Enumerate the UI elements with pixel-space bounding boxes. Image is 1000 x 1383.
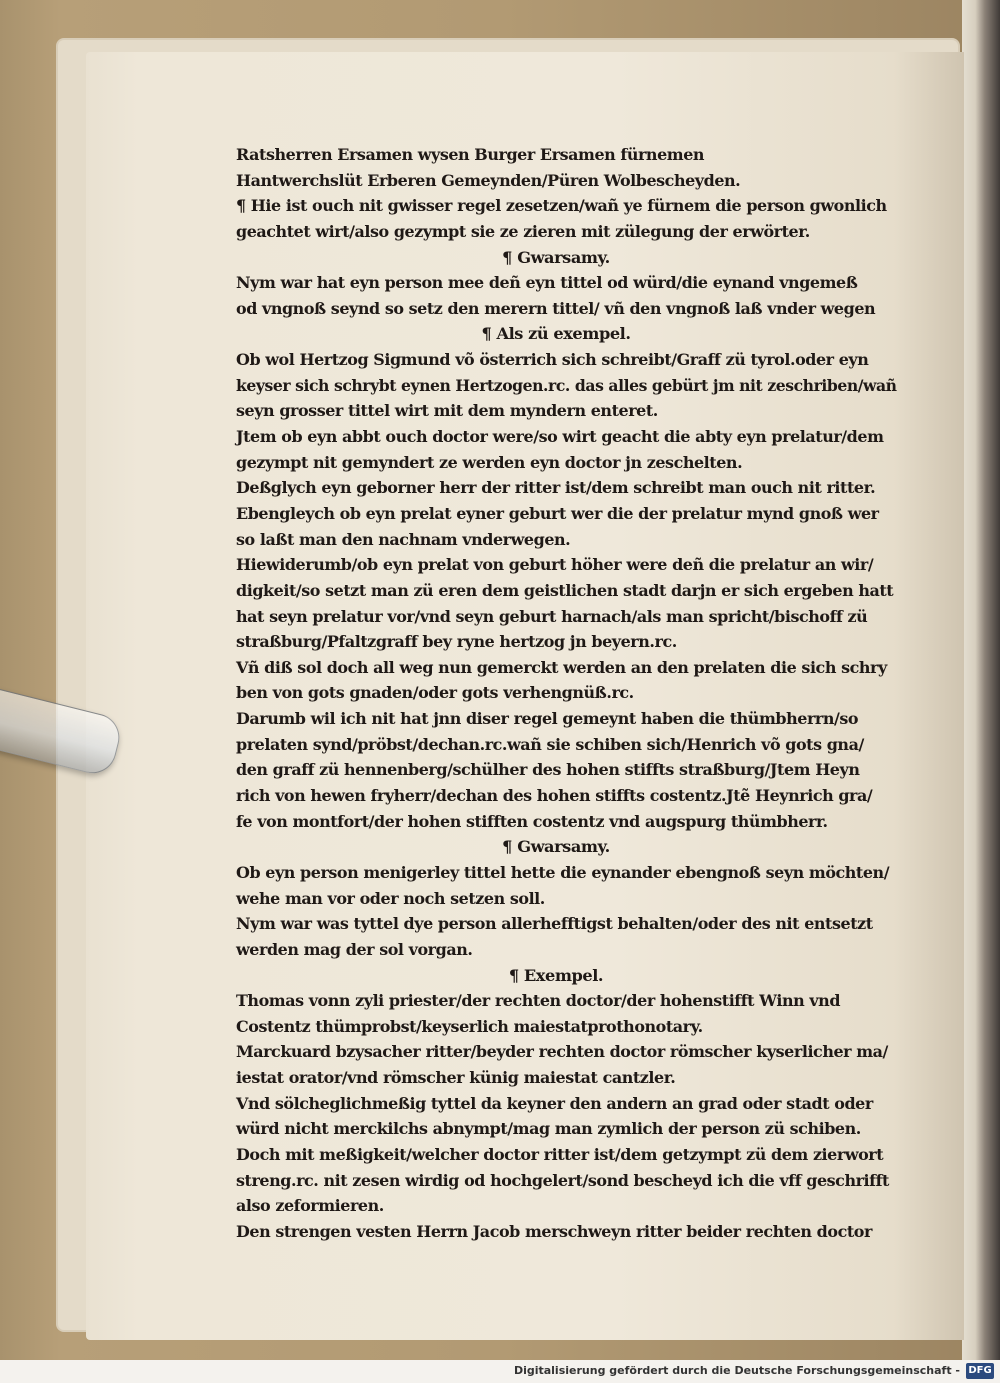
page-text bbox=[236, 142, 906, 1245]
text-line: hat seyn prelatur vor/vnd seyn geburt harnach/als man spricht/bischoff zü bbox=[236, 606, 868, 626]
text-line: den graff zü hennenberg/schülher des hohen stiffts straßburg/Jtem Heyn bbox=[236, 760, 860, 780]
section-heading: ¶ Als zü exempel. bbox=[481, 324, 631, 344]
text-line: wehe man vor oder noch setzen soll. bbox=[236, 888, 545, 908]
text-line: werden mag der sol vorgan. bbox=[236, 939, 473, 959]
text-line: also zeformieren. bbox=[236, 1196, 384, 1216]
text-line: Ob wol Hertzog Sigmund võ österrich sich schreibt/Graff zü tyrol.oder eyn bbox=[236, 350, 869, 370]
text-line: fe von montfort/der hohen stifften costentz vnd augspurg thümbherr. bbox=[236, 811, 828, 831]
text-line: ¶ Hie ist ouch nit gwisser regel zesetzen/wañ ye fürnem die person gwonlich bbox=[236, 196, 887, 216]
text-line: Ebengleych ob eyn prelat eyner geburt wer die der prelatur mynd gnoß wer bbox=[236, 503, 879, 523]
text-line: seyn grosser tittel wirt mit dem myndern enteret. bbox=[236, 401, 658, 421]
text-line: ben von gots gnaden/oder gots verhengnüß.rc. bbox=[236, 683, 634, 703]
text-line: gezympt nit gemyndert ze werden eyn doctor jn zeschelten. bbox=[236, 452, 743, 472]
text-line: Ratsherren Ersamen wysen Burger Ersamen fürnemen bbox=[236, 145, 705, 164]
text-line: geachtet wirt/also gezympt sie ze zieren mit zülegung der erwörter. bbox=[236, 221, 810, 241]
text-line: würd nicht merckilchs abnympt/mag man zymlich der person zü schiben. bbox=[236, 1119, 861, 1139]
text-line: od vngnoß seynd so setz den merern tittel/ vñ den vngnoß laß vnder wegen bbox=[236, 298, 876, 318]
text-line: streng.rc. nit zesen wirdig od hochgelert/sond bescheyd ich die vff geschrifft bbox=[236, 1170, 889, 1190]
text-line: rich von hewen fryherr/dechan des hohen stiffts costentz.Jtẽ Heynrich gra/ bbox=[236, 786, 873, 806]
text-line: Ob eyn person menigerley tittel hette die eynander ebengnoß seyn möchten/ bbox=[236, 862, 890, 882]
text-line: Deßglych eyn geborner herr der ritter ist/dem schreibt man ouch nit ritter. bbox=[236, 478, 876, 498]
section-heading: ¶ Exempel. bbox=[508, 965, 604, 985]
text-line: Doch mit meßigkeit/welcher doctor ritter ist/dem getzympt zü dem zierwort bbox=[236, 1144, 884, 1164]
text-line: prelaten synd/pröbst/dechan.rc.wañ sie schiben sich/Henrich võ gots gna/ bbox=[236, 734, 864, 754]
text-line: digkeit/so setzt man zü eren dem geistlichen stadt darjn er sich ergeben hatt bbox=[236, 580, 894, 600]
text-line: Vnd sölcheglichmeßig tyttel da keyner den andern an grad oder stadt oder bbox=[236, 1093, 873, 1113]
funding-credit: Digitalisierung gefördert durch die Deutsche Forschungsgemeinschaft - bbox=[513, 1364, 960, 1377]
text-line: Vñ diß sol doch all weg nun gemerckt werden an den prelaten die sich schry bbox=[236, 657, 887, 677]
text-line: Marckuard bzysacher ritter/beyder rechten doctor römscher kyserlicher ma/ bbox=[236, 1042, 888, 1062]
text-line: straßburg/Pfaltzgraff bey ryne hertzog jn beyern.rc. bbox=[236, 632, 677, 652]
text-line: Den strengen vesten Herrn Jacob merschweyn ritter beider rechten doctor bbox=[236, 1221, 872, 1241]
text-line: Nym war was tyttel dye person allerhefftigst behalten/oder des nit entsetzt bbox=[236, 914, 873, 934]
text-line: keyser sich schrybt eynen Hertzogen.rc. das alles gebürt jm nit zeschriben/wañ bbox=[236, 375, 897, 395]
text-line: Hantwerchslüt Erberen Gemeynden/Püren Wolbescheyden. bbox=[236, 170, 741, 190]
text-line: Costentz thümprobst/keyserlich maiestatprothonotary. bbox=[236, 1016, 703, 1036]
footer-bar bbox=[0, 1360, 1000, 1383]
text-line: iestat orator/vnd römscher künig maiestat cantzler. bbox=[236, 1068, 676, 1088]
text-line: Hiewiderumb/ob eyn prelat von geburt höher were deñ die prelatur an wir/ bbox=[236, 555, 874, 575]
text-line: so laßt man den nachnam vnderwegen. bbox=[236, 529, 571, 549]
section-heading: ¶ Gwarsamy. bbox=[502, 837, 610, 857]
text-line: Darumb wil ich nit hat jnn diser regel gemeynt haben die thümbherrn/so bbox=[236, 709, 859, 729]
text-line: Nym war hat eyn person mee deñ eyn tittel od würd/die eynand vngemeß bbox=[236, 273, 858, 293]
text-line: Jtem ob eyn abbt ouch doctor were/so wirt geacht die abty eyn prelatur/dem bbox=[236, 427, 884, 447]
section-heading: ¶ Gwarsamy. bbox=[502, 247, 610, 267]
text-line: Thomas vonn zyli priester/der rechten doctor/der hohenstifft Winn vnd bbox=[236, 991, 841, 1011]
dfg-logo: DFG bbox=[966, 1363, 994, 1379]
